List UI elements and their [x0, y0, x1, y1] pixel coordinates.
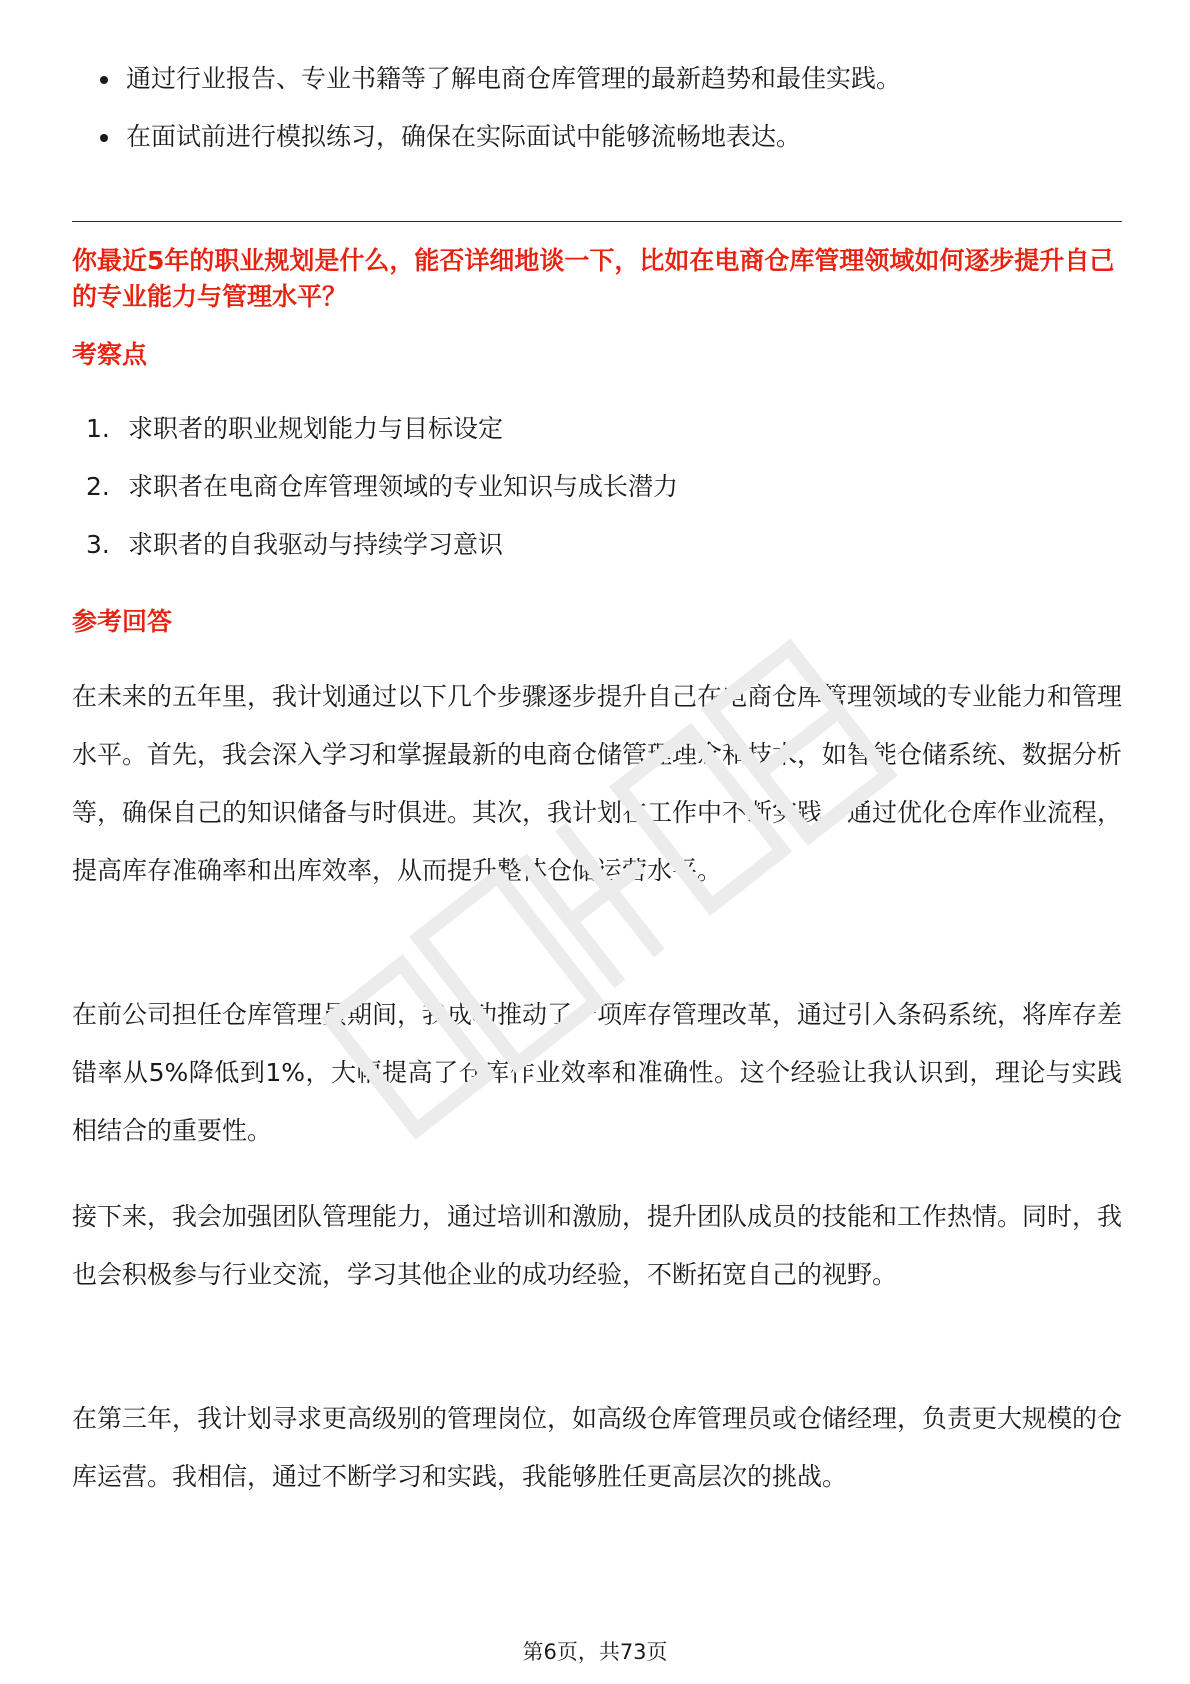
answer-paragraph: 在未来的五年里，我计划通过以下几个步骤逐步提升自己在电商仓库管理领域的专业能力和管理水平。首先，我会深入学习和掌握最新的电商仓储管理理念和技术，如智能仓储系统、数据分析等，确保自己的知识储备与时俱进。其次，我计划在工作中不断实践，通过优化仓库作业流程，提高库存准确率和出库效率，从而提升整体仓储运营水平。 [72, 682, 1123, 885]
section-divider [72, 221, 1122, 222]
item-text: 求职者的职业规划能力与目标设定 [128, 414, 504, 443]
item-number: 3. [86, 530, 110, 559]
bullet-item: 在面试前进行模拟练习，确保在实际面试中能够流畅地表达。 [100, 120, 1110, 154]
item-text: 求职者的自我驱动与持续学习意识 [128, 530, 504, 559]
top-bullet-list [100, 62, 1110, 178]
answer-paragraph: 接下来，我会加强团队管理能力，通过培训和激励，提升团队成员的技能和工作热情。同时，我也会积极参与行业交流，学习其他企业的成功经验，不断拓宽自己的视野。 [72, 1202, 1123, 1289]
assessment-item [86, 470, 1106, 504]
assessment-list [86, 412, 1106, 586]
page-footer: 第6页，共73页 [522, 1640, 668, 1664]
assessment-item [86, 412, 1106, 446]
question-heading: 你最近5年的职业规划是什么，能否详细地谈一下，比如在电商仓库管理领域如何逐步提升自己的专业能力与管理水平？ [72, 246, 1115, 311]
bullet-item: 通过行业报告、专业书籍等了解电商仓库管理的最新趋势和最佳实践。 [100, 62, 1110, 96]
answer-paragraph: 在第三年，我计划寻求更高级别的管理岗位，如高级仓库管理员或仓储经理，负责更大规模的仓库运营。我相信，通过不断学习和实践，我能够胜任更高层次的挑战。 [72, 1404, 1123, 1491]
item-number: 1. [86, 414, 110, 443]
answer-title: 参考回答 [72, 607, 173, 636]
item-text: 求职者在电商仓库管理领域的专业知识与成长潜力 [128, 472, 679, 501]
answer-paragraph: 在前公司担任仓库管理员期间，我成功推动了一项库存管理改革，通过引入条码系统，将库存差错率从5%降低到1%，大幅提高了仓库作业效率和准确性。这个经验让我认识到，理论与实践相结合的重要性。 [72, 1000, 1123, 1145]
assessment-title: 考察点 [72, 340, 148, 369]
assessment-item [86, 528, 1106, 562]
item-number: 2. [86, 472, 110, 501]
